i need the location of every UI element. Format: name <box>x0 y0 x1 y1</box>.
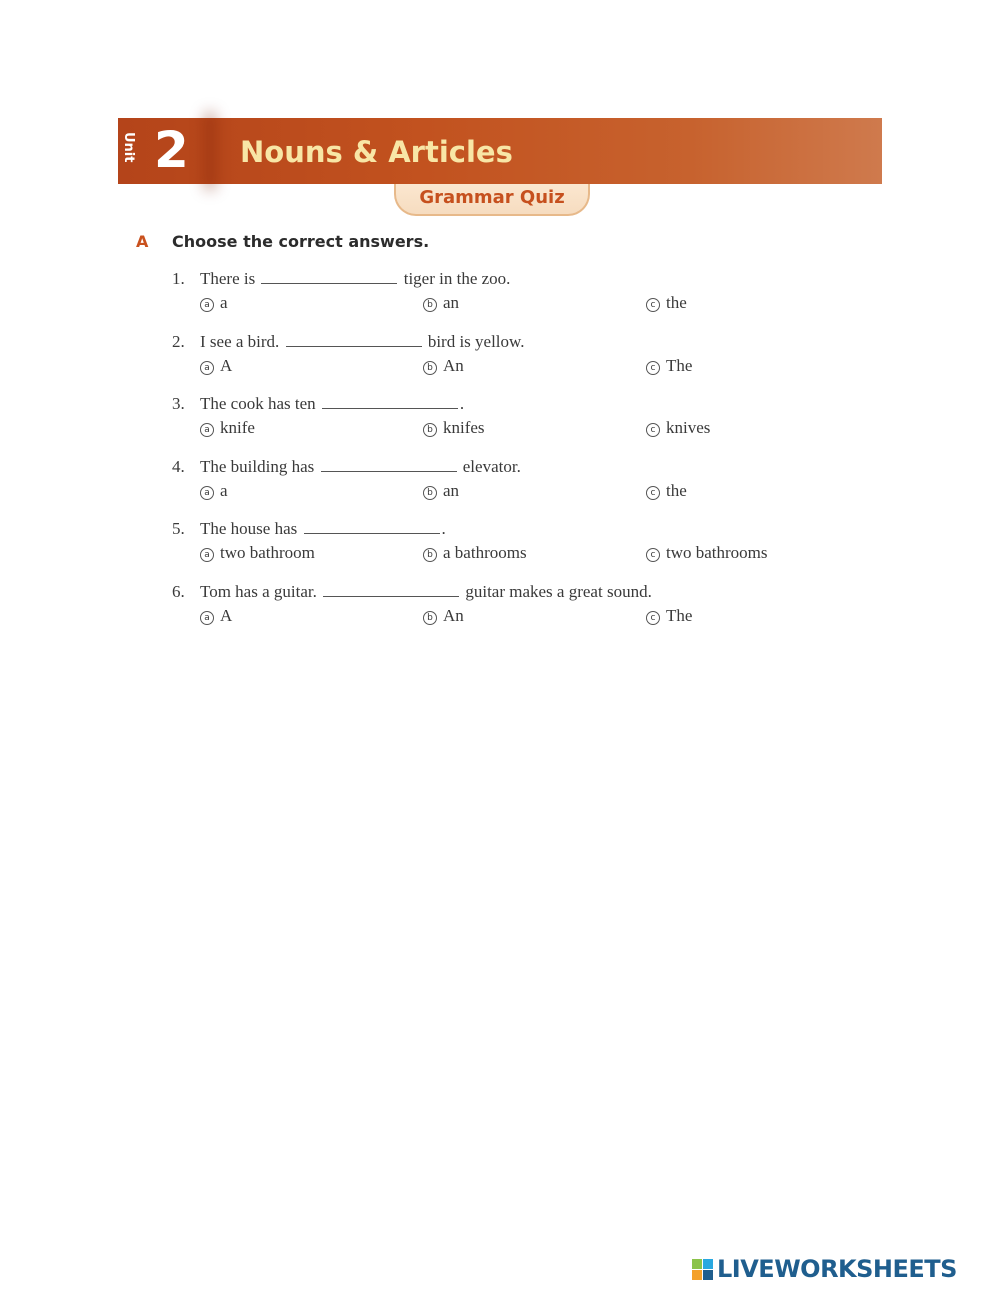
option-letter-circle: b <box>423 361 437 375</box>
option-letter-circle: a <box>200 361 214 375</box>
option-text: An <box>443 605 464 625</box>
unit-word: Unit <box>121 132 136 163</box>
option-letter-circle: c <box>646 423 660 437</box>
question-stem-before: Tom has a guitar. <box>200 581 317 601</box>
option-text: a bathrooms <box>443 543 527 562</box>
option-text: a <box>220 293 228 312</box>
question-number: 3. <box>172 394 185 413</box>
option-letter-circle: b <box>423 423 437 437</box>
answer-option-a[interactable] <box>200 605 232 627</box>
question-stem-after: elevator. <box>462 456 521 476</box>
option-text: the <box>666 293 687 312</box>
answer-option-b[interactable] <box>423 605 464 627</box>
option-letter-circle: c <box>646 611 660 625</box>
section-letter: A <box>136 232 149 251</box>
brand-name: LIVEWORKSHEETS <box>717 1255 957 1283</box>
unit-number: 2 <box>154 121 189 179</box>
question-item <box>172 456 872 508</box>
logo-square <box>703 1270 713 1280</box>
option-letter-circle: b <box>423 611 437 625</box>
answer-option-b[interactable] <box>423 542 527 564</box>
answer-option-a[interactable] <box>200 480 228 502</box>
answer-option-a[interactable] <box>200 355 232 377</box>
option-text: A <box>220 605 233 625</box>
option-text: knifes <box>443 418 485 437</box>
answer-blank[interactable] <box>304 519 440 534</box>
question-item <box>172 581 872 633</box>
question-item <box>172 331 872 383</box>
question-item <box>172 393 872 445</box>
option-letter-circle: c <box>646 298 660 312</box>
logo-square <box>692 1259 702 1269</box>
answer-option-c[interactable] <box>646 605 692 627</box>
answer-option-c[interactable] <box>646 292 687 314</box>
option-text: knives <box>666 418 711 437</box>
option-letter-circle: a <box>200 486 214 500</box>
answer-option-a[interactable] <box>200 542 315 564</box>
option-letter-circle: b <box>423 548 437 562</box>
option-text: The <box>666 605 693 625</box>
question-text <box>172 456 521 478</box>
question-text <box>172 393 464 415</box>
question-text <box>172 518 446 540</box>
option-text: the <box>666 480 687 500</box>
question-item <box>172 268 872 320</box>
question-number: 6. <box>172 581 185 601</box>
question-number: 1. <box>172 269 185 288</box>
question-stem-after: . <box>441 519 446 538</box>
option-text: an <box>443 293 460 312</box>
option-letter-circle: c <box>646 486 660 500</box>
answer-blank[interactable] <box>261 269 397 284</box>
answer-option-c[interactable] <box>646 417 710 439</box>
question-stem-before: There is <box>200 269 256 288</box>
liveworksheets-logo-icon <box>692 1259 713 1280</box>
question-item <box>172 518 872 570</box>
answer-option-b[interactable] <box>423 292 459 314</box>
option-text: two bathroom <box>220 543 315 562</box>
option-letter-circle: a <box>200 423 214 437</box>
option-text: The <box>666 355 693 375</box>
option-text: An <box>443 355 464 375</box>
question-number: 5. <box>172 519 185 538</box>
answer-option-a[interactable] <box>200 292 228 314</box>
answer-option-c[interactable] <box>646 355 692 377</box>
question-stem-before: The building has <box>200 456 315 476</box>
option-letter-circle: b <box>423 486 437 500</box>
answer-blank[interactable] <box>323 582 459 597</box>
logo-square <box>692 1270 702 1280</box>
option-text: an <box>443 480 460 500</box>
question-stem-before: The cook has ten <box>200 394 316 413</box>
option-letter-circle: b <box>423 298 437 312</box>
question-stem-after: bird is yellow. <box>427 331 525 351</box>
section-instruction: Choose the correct answers. <box>172 232 430 251</box>
question-stem-before: The house has <box>200 519 298 538</box>
liveworksheets-brand <box>692 1254 957 1284</box>
answer-option-b[interactable] <box>423 480 459 502</box>
option-letter-circle: a <box>200 611 214 625</box>
question-number: 4. <box>172 456 185 476</box>
question-text <box>172 581 652 603</box>
unit-header-band <box>118 118 882 184</box>
logo-square <box>703 1259 713 1269</box>
option-text: two bathrooms <box>666 543 768 562</box>
unit-title: Nouns & Articles <box>240 135 513 169</box>
option-letter-circle: a <box>200 548 214 562</box>
answer-option-c[interactable] <box>646 480 687 502</box>
question-stem-after: tiger in the zoo. <box>403 269 511 288</box>
option-text: knife <box>220 418 255 437</box>
question-stem-after: guitar makes a great sound. <box>465 581 652 601</box>
answer-blank[interactable] <box>322 394 458 409</box>
question-text <box>172 331 524 353</box>
option-letter-circle: c <box>646 548 660 562</box>
answer-option-c[interactable] <box>646 542 768 564</box>
question-number: 2. <box>172 331 185 351</box>
grammar-quiz-tab: Grammar Quiz <box>394 184 590 216</box>
option-text: A <box>220 355 233 375</box>
question-stem-after: . <box>459 394 465 413</box>
question-text <box>172 268 510 290</box>
answer-option-b[interactable] <box>423 417 485 439</box>
answer-option-b[interactable] <box>423 355 464 377</box>
answer-blank[interactable] <box>321 457 457 472</box>
question-stem-before: I see a bird. <box>200 331 280 351</box>
option-text: a <box>220 480 228 500</box>
answer-option-a[interactable] <box>200 417 255 439</box>
option-letter-circle: c <box>646 361 660 375</box>
option-letter-circle: a <box>200 298 214 312</box>
answer-blank[interactable] <box>286 332 422 347</box>
